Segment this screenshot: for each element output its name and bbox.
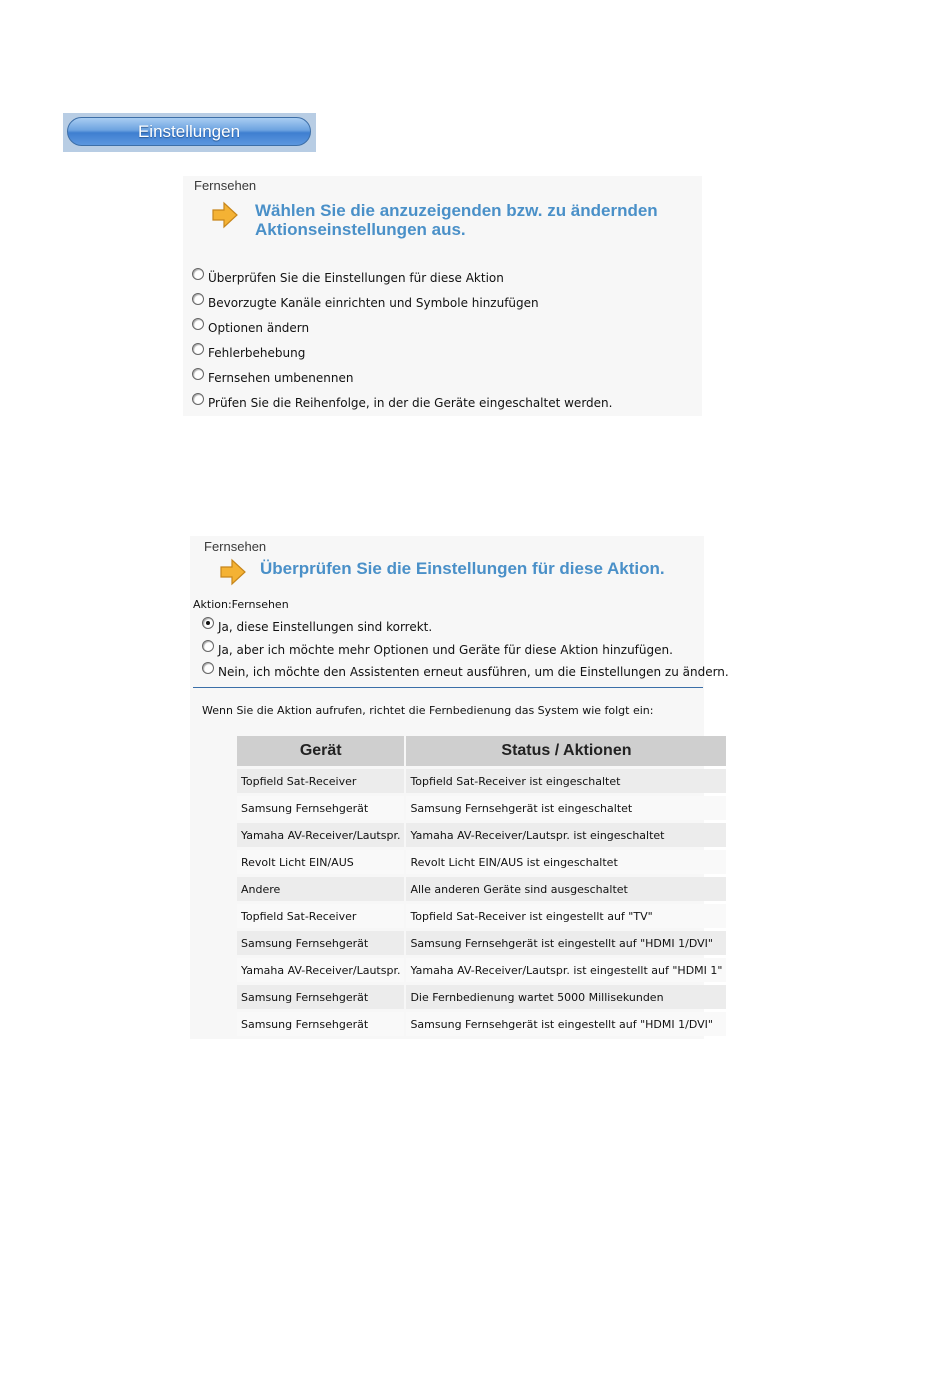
status-cell: Samsung Fernsehgerät ist eingestellt auf "HDMI 1/DVI" <box>406 931 726 955</box>
option-label: Optionen ändern <box>208 321 310 335</box>
option-label: Bevorzugte Kanäle einrichten und Symbole hinzufügen <box>208 296 539 310</box>
status-cell: Topfield Sat-Receiver ist eingeschaltet <box>406 769 726 793</box>
action-option[interactable] <box>192 368 353 386</box>
settings-header <box>63 113 316 152</box>
status-cell: Yamaha AV-Receiver/Lautspr. ist eingeschaltet <box>406 823 726 847</box>
device-cell: Topfield Sat-Receiver <box>237 769 404 793</box>
status-cell: Revolt Licht EIN/AUS ist eingeschaltet <box>406 850 726 874</box>
device-cell: Samsung Fernsehgerät <box>237 796 404 820</box>
section-label: Fernsehen <box>204 539 267 554</box>
column-header-status: Status / Aktionen <box>406 736 726 766</box>
arrow-right-icon <box>210 200 240 230</box>
radio-button[interactable] <box>192 293 204 305</box>
device-cell: Andere <box>237 877 404 901</box>
confirm-option[interactable] <box>202 617 432 635</box>
column-header-device: Gerät <box>237 736 404 766</box>
page-heading: Überprüfen Sie die Einstellungen für diese Aktion. <box>260 559 665 578</box>
device-cell: Samsung Fernsehgerät <box>237 985 404 1009</box>
table-row <box>237 769 726 793</box>
status-cell: Samsung Fernsehgerät ist eingeschaltet <box>406 796 726 820</box>
table-row <box>237 850 726 874</box>
option-label: Überprüfen Sie die Einstellungen für diese Aktion <box>208 271 504 285</box>
table-row <box>237 877 726 901</box>
option-label: Prüfen Sie die Reihenfolge, in der die Geräte eingeschaltet werden. <box>208 396 613 410</box>
device-cell: Topfield Sat-Receiver <box>237 904 404 928</box>
status-cell: Alle anderen Geräte sind ausgeschaltet <box>406 877 726 901</box>
option-label: Nein, ich möchte den Assistenten erneut ausführen, um die Einstellungen zu ändern. <box>218 665 729 679</box>
status-cell: Topfield Sat-Receiver ist eingestellt auf "TV" <box>406 904 726 928</box>
radio-button[interactable] <box>192 393 204 405</box>
device-cell: Yamaha AV-Receiver/Lautspr. <box>237 958 404 982</box>
table-row <box>237 904 726 928</box>
table-row <box>237 958 726 982</box>
option-label: Fernsehen umbenennen <box>208 371 354 385</box>
settings-button[interactable]: Einstellungen <box>67 117 311 146</box>
option-label: Fehlerbehebung <box>208 346 306 360</box>
action-option[interactable] <box>192 318 309 336</box>
radio-button[interactable] <box>192 268 204 280</box>
action-label: Aktion:Fernsehen <box>193 598 289 611</box>
device-cell: Samsung Fernsehgerät <box>237 1012 404 1036</box>
settings-table <box>235 733 728 1039</box>
section-label: Fernsehen <box>194 178 257 193</box>
action-option[interactable] <box>192 293 539 311</box>
intro-text: Wenn Sie die Aktion aufrufen, richtet die Fernbedienung das System wie folgt ein: <box>202 704 654 717</box>
table-row <box>237 796 726 820</box>
option-label: Ja, aber ich möchte mehr Optionen und Geräte für diese Aktion hinzufügen. <box>218 643 673 657</box>
page-heading: Wählen Sie die anzuzeigenden bzw. zu ändernden Aktionseinstellungen aus. <box>255 201 658 239</box>
option-label: Ja, diese Einstellungen sind korrekt. <box>218 620 433 634</box>
table-row <box>237 1012 726 1036</box>
radio-button[interactable] <box>192 343 204 355</box>
radio-button[interactable] <box>202 662 214 674</box>
radio-button[interactable] <box>192 318 204 330</box>
arrow-right-icon <box>218 557 248 587</box>
table-row <box>237 931 726 955</box>
divider <box>193 687 703 688</box>
table-row <box>237 823 726 847</box>
table-header-row <box>237 736 726 766</box>
radio-button[interactable] <box>202 617 214 629</box>
action-option[interactable] <box>192 268 504 286</box>
radio-button[interactable] <box>202 640 214 652</box>
table-row <box>237 985 726 1009</box>
device-cell: Revolt Licht EIN/AUS <box>237 850 404 874</box>
status-cell: Die Fernbedienung wartet 5000 Millisekunden <box>406 985 726 1009</box>
device-cell: Yamaha AV-Receiver/Lautspr. <box>237 823 404 847</box>
action-option[interactable] <box>192 393 612 411</box>
confirm-option[interactable] <box>202 662 729 680</box>
radio-button[interactable] <box>192 368 204 380</box>
status-cell: Samsung Fernsehgerät ist eingestellt auf "HDMI 1/DVI" <box>406 1012 726 1036</box>
device-cell: Samsung Fernsehgerät <box>237 931 404 955</box>
action-option[interactable] <box>192 343 305 361</box>
status-cell: Yamaha AV-Receiver/Lautspr. ist eingestellt auf "HDMI 1" <box>406 958 726 982</box>
confirm-option[interactable] <box>202 640 673 658</box>
